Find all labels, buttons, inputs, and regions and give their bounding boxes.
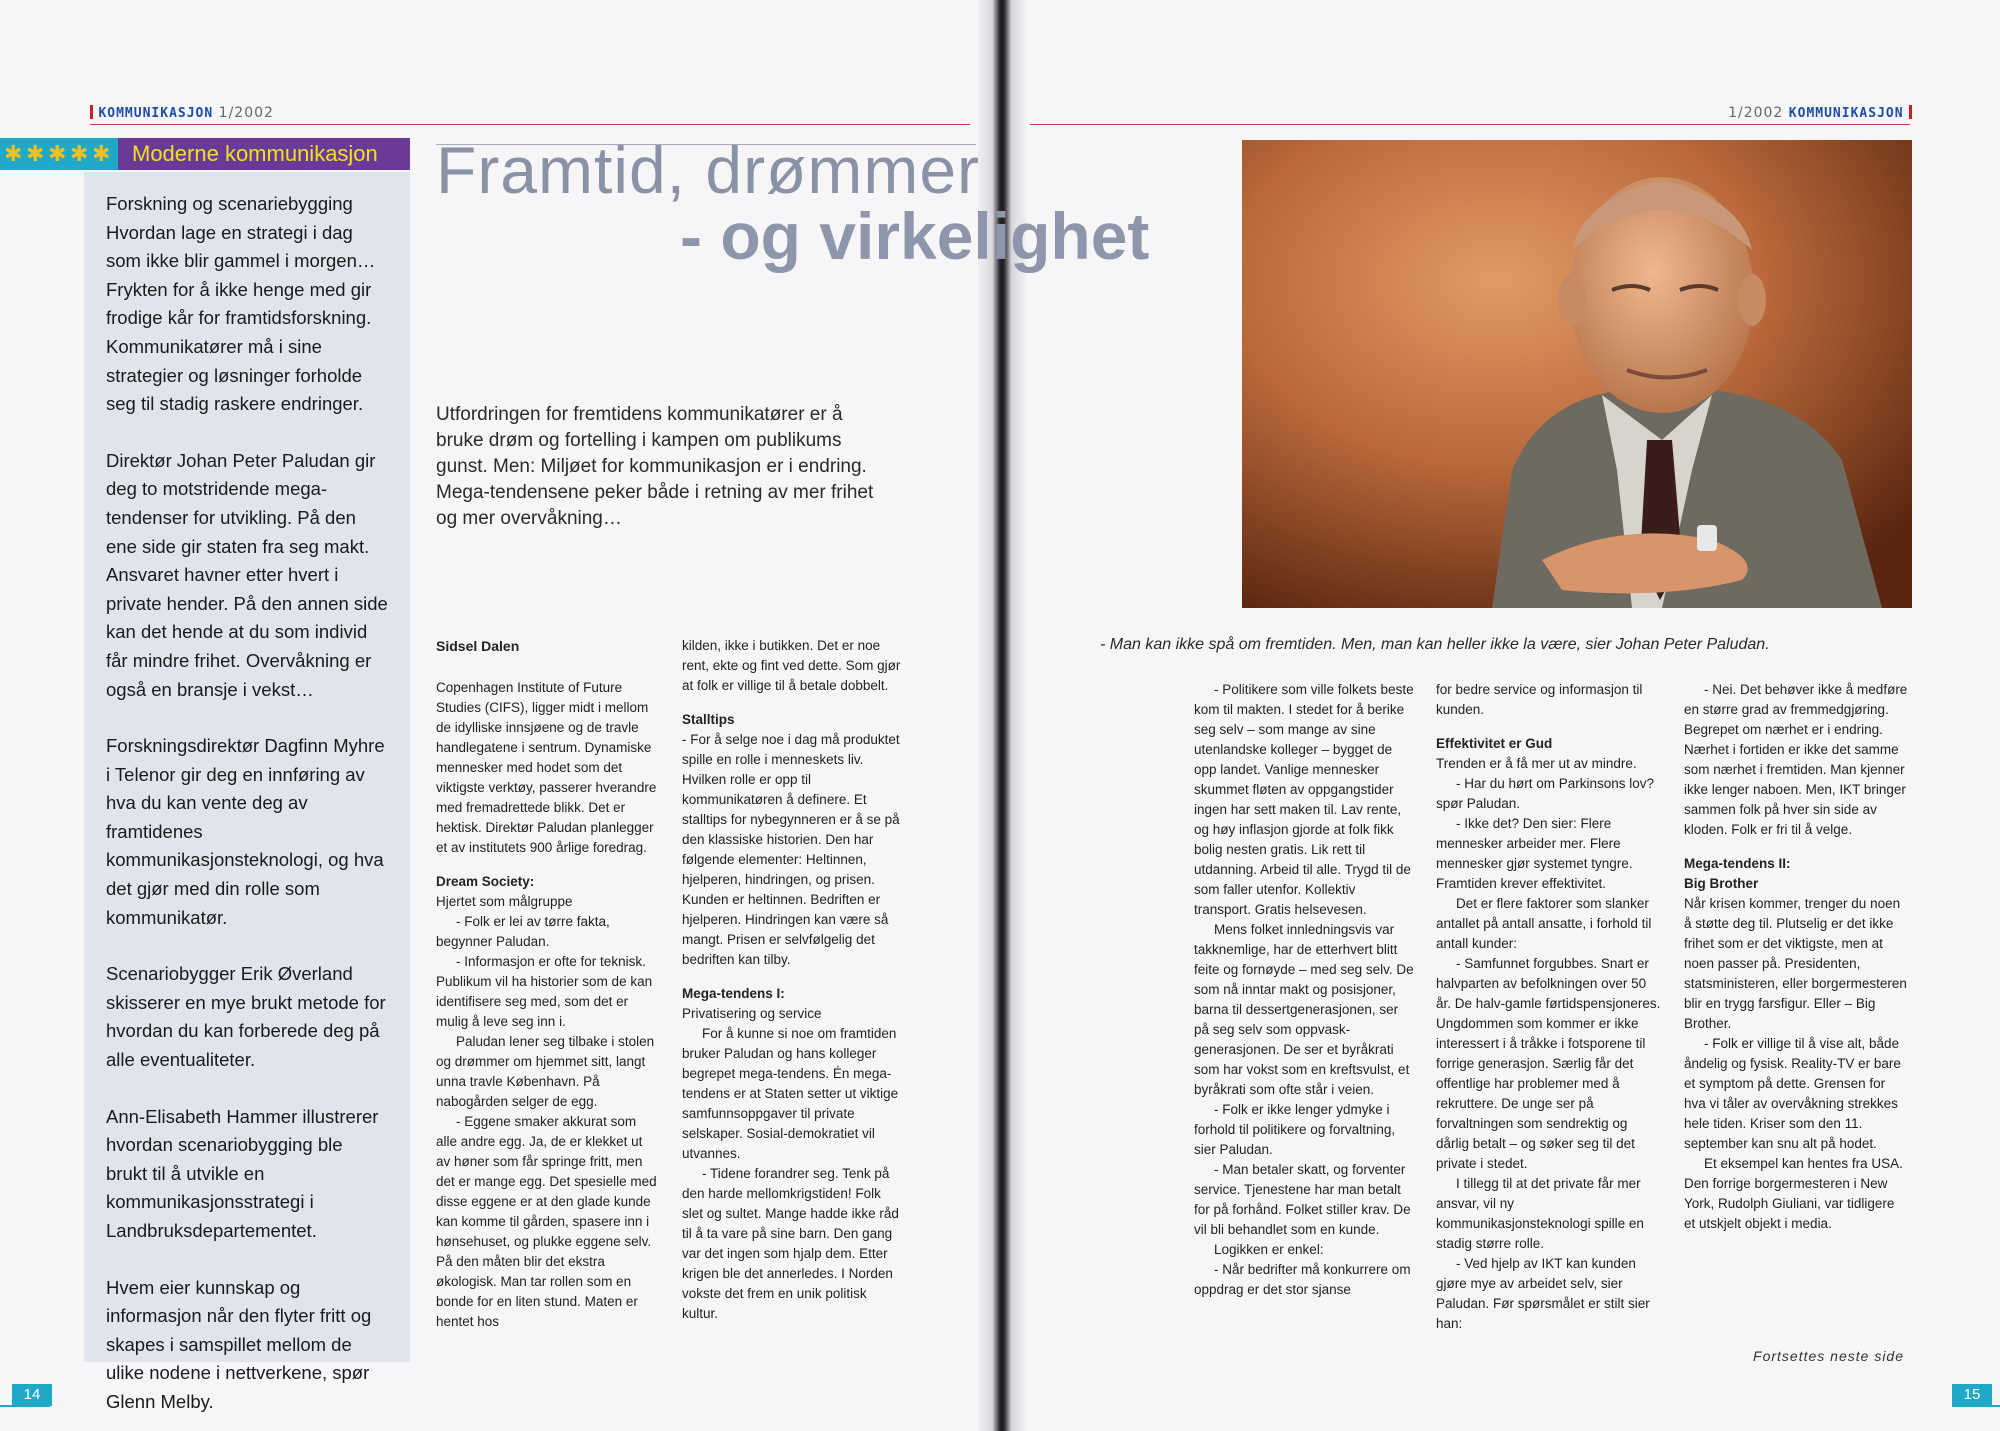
people-row-icon: ✱ ✱ ✱ ✱ ✱ [0,138,118,170]
body-paragraph: - Folk er ikke lenger ydmyke i forhold til politikere og forvaltning, sier Paludan. [1194,1102,1396,1157]
body-paragraph: - Folk er lei av tørre fakta, begynner Paludan. [436,914,610,949]
article-title-line1: Framtid, drømmer [436,133,980,207]
sidebar-paragraph: Hvem eier kunnskap og informasjon når den flyter fritt og skapes i samspillet mellom de ulike nodene i nettverkene, spør Glenn Melby. [106,1276,372,1412]
body-paragraph: Trenden er å få mer ut av mindre. [1436,756,1637,771]
body-paragraph: Når krisen kommer, trenger du noen å støtte deg til. Plutselig er det ikke frihet som er det viktigste, men at noen passer på. Presidenten, statsministeren, eller borgermesteren blir en trygg farsfigur. Eller – Big Brother. [1684,896,1907,1031]
body-paragraph: Paludan lener seg tilbake i stolen og drømmer om hjemmet sitt, langt unna travle København. På nabogården selger de egg. [436,1034,655,1109]
body-paragraph: Privatisering og service [682,1006,822,1021]
subheading: Dream Society: [436,874,535,889]
page-number-left: 14 [12,1384,52,1406]
header-bar-icon [1909,105,1912,119]
body-paragraph: kilden, ikke i butikken. Det er noe rent, ekte og fint ved dette. Som gjør at folk er villige til å betale dobbelt. [682,638,901,693]
subheading: Mega-tendens II: [1684,856,1791,871]
body-paragraph: Et eksempel kan hentes fra USA. Den forrige borgermesteren i New York, Rudolph Giuliani, var tidligere et utskjelt objekt i media. [1684,1156,1903,1231]
subheading: Mega-tendens I: [682,986,785,1001]
sidebar-paragraph: Ann-Elisabeth Hammer illustrerer hvordan scenariobygging ble brukt til å utvikle en kommunikasjonsstrategi i Landbruksdepartementet. [106,1105,379,1241]
header-rule-right [1030,124,1910,125]
body-paragraph: - For å selge noe i dag må produktet spille en rolle i menneskets liv. Hvilken rolle er opp til kommunikatøren å definere. Et stalltips for nybegynneren er å se på den klassiske historien. Den har følgende elementer: Heltinnen, hjelperen, hindringen, og prisen. Kunden er heltinnen. Bedriften er hjelperen. Hindringen kan være så mangt. Prisen er selvfølgelig det bedriften kan tilby. [682,732,900,967]
section-title: Moderne kommunikasjon [118,138,410,170]
body-paragraph: - Informasjon er ofte for teknisk. Publikum vil ha historier som de kan identifisere seg med, som det er mulig å leve seg inn i. [436,954,653,1029]
page-number-line-right [1952,1405,2000,1407]
subheading: Stalltips [682,712,735,727]
body-paragraph: I tillegg til at det private får mer ansvar, vil ny kommunikasjonsteknologi spille en stadig større rolle. [1436,1176,1644,1251]
magazine-name-left: KOMMUNIKASJON [98,106,214,121]
body-paragraph: - Politikere som ville folkets beste kom til makten. I stedet for å berike seg selv – som mange av sine utenlandske kolleger – bygget de opp landet. Vanlige mennesker skummet fløten av oppgangstider ingen har sett maken til. Lav rente, og høy inflasjon gjorde at folk fikk bolig nesten gratis. Lik rett til utdanning. Arbeid til alle. Trygd til de som faller utenfor. Kollektiv transport. Gratis helsevesen. [1194,682,1414,917]
sidebar-paragraph: Direktør Johan Peter Paludan gir deg to motstridende mega-tendenser for utvikling. På den ene side gir staten fra seg makt. Ansvaret havner etter hvert i private hender. På den annen side kan det hende at du som individ får mindre frihet. Overvåkning er også en bransje i vekst… [106,449,388,700]
body-paragraph: - Når bedrifter må konkurrere om oppdrag er det stor sjanse [1194,1262,1411,1297]
issue-right: 1/2002 [1728,105,1784,121]
body-paragraph: Mens folket innledningsvis var takknemlige, har de etterhvert blitt feite og fornøyde – med seg selv. De som nå inntar makt og posisjoner, barna til dessertgenerasjonen, ser på seg selv som oppvask-generasjonen. De ser et byråkrati som har vokst som en kreftsvulst, et byråkrati som ofte står i veien. [1194,922,1414,1097]
body-paragraph: Copenhagen Institute of Future Studies (CIFS), ligger midt i mellom de idylliske innsjøene og de travle handlegatene i sentrum. Dynamiske mennesker med hodet som det viktigste verktøy, passerer hverandre med fremadrettede blikk. Det er hektisk. Direktør Paludan planlegger et av institutets 900 årlige foredrag. [436,680,657,855]
sidebar [84,172,410,1412]
body-paragraph: - Man betaler skatt, og forventer service. Tjenestene har man betalt for på forhånd. Folket stiller krav. De vil bli behandlet som en kunde. [1194,1162,1411,1237]
body-paragraph: Det er flere faktorer som slanker antallet på antall ansatte, i forhold til antall kunder: [1436,896,1652,951]
article-title-line2: - og virkelighet [680,199,1150,273]
article-column-4 [1436,680,1664,1334]
left-running-header [90,105,274,121]
header-bar-icon [90,105,93,119]
body-paragraph: - Ved hjelp av IKT kan kunden gjøre mye av arbeidet selv, sier Paludan. Før spørsmålet er stilt sier han: [1436,1256,1650,1331]
article-column-2 [682,636,902,1324]
article-column-1 [436,636,658,1332]
body-paragraph: - Nei. Det behøver ikke å medføre en større grad av fremmedgjøring. Begrepet om nærhet er i endring. Nærhet i fortiden er ikke det samme som nærhet i fremtiden. Man kjenner ikke lenger naboen. Men, IKT bringer sammen folk på hver sin side av kloden. Folk er fri til å velge. [1684,682,1908,837]
page-number-right: 15 [1952,1384,1992,1406]
subheading: Effektivitet er Gud [1436,736,1553,751]
portrait-photo [1242,140,1912,608]
body-paragraph: - Ikke det? Den sier: Flere mennesker arbeider mer. Flere mennesker gjør systemet tyngre. Framtiden krever effektivitet. [1436,816,1633,891]
sidebar-paragraph: Forskning og scenariebygging Hvordan lage en strategi i dag som ikke blir gammel i morgen… Frykten for å ikke henge med gir frodige kår for framtidsforskning. Kommunikatører må i sine strategier og løsninger forholde seg til stadig raskere endringer. [106,193,376,415]
body-paragraph: - Har du hørt om Parkinsons lov? spør Paludan. [1436,776,1655,811]
subheading: Big Brother [1684,876,1759,891]
sidebar-paragraph: Forskningsdirektør Dagfinn Myhre i Telenor gir deg en innføring av hva du kan vente deg av framtidenes kommunikasjonsteknologi, og hva det gjør med din rolle som kommunikatør. [106,735,385,928]
body-paragraph: - Tidene forandrer seg. Tenk på den harde mellomkrigstiden! Folk slet og sultet. Mange hadde ikke råd til å ta vare på sine barn. Den gang var det ingen som hjalp dem. Etter krigen ble det annerledes. I Norden vokste det frem en unik politisk kultur. [682,1166,899,1321]
body-paragraph: for bedre service og informasjon til kunden. [1436,682,1643,717]
photo-caption: - Man kan ikke spå om fremtiden. Men, man kan heller ikke la være, sier Johan Peter Paludan. [1100,636,1770,653]
issue-left: 1/2002 [218,105,274,121]
body-paragraph: - Folk er villige til å vise alt, både åndelig og fysisk. Reality-TV er bare et symptom på dette. Grensen for hva vi tåler av overvåkning strekkes hele tiden. Kriser som den 11. september kan snu alt på hodet. [1684,1036,1901,1151]
header-rule-left [90,124,970,125]
body-paragraph: - Samfunnet forgubbes. Snart er halvparten av befolkningen over 50 år. De halv-gamle førtidspensjoneres. Ungdommen som kommer er ikke interessert i å tråkke i fotsporene til forrige generasjon. Særlig får det offentlige har problemer med å rekruttere. De unge ser på forvaltningen som sendrektig og dårlig betalt – og søker seg til det private i stedet. [1436,956,1661,1171]
body-paragraph: Hjertet som målgruppe [436,894,573,909]
article-column-3 [1194,680,1414,1300]
sidebar-paragraph: Scenariobygger Erik Øverland skisserer en mye brukt metode for hvordan du kan forberede deg på alle eventualiteter. [106,963,386,1071]
body-paragraph: - Eggene smaker akkurat som alle andre egg. Ja, de er klekket ut av høner som får springe fritt, men det er mange egg. Det spesielle med disse eggene er at den glade kunde kan komme til gården, spasere inn i hønsehuset, og plukke eggene selv. På den måten blir det ekstra økologisk. Man tar rollen som en bonde for en liten stund. Maten er hentet hos [436,1114,657,1329]
magazine-name-right: KOMMUNIKASJON [1788,106,1904,121]
page-number-line-left [0,1405,50,1407]
continued-note: Fortsettes neste side [1753,1348,1904,1364]
right-running-header [1728,105,1912,121]
article-intro: Utfordringen for fremtidens kommunikatører er å bruke drøm og fortelling i kampen om publikums gunst. Men: Miljøet for kommunikasjon er i endring. Mega-tendensene peker både i retning av mer frihet og mer overvåkning… [436,404,874,529]
author-byline: Sidsel Dalen [436,638,520,654]
body-paragraph: For å kunne si noe om framtiden bruker Paludan og hans kolleger begrepet mega-tendens. Én mega-tendens er at Staten setter ut viktige samfunnsoppgaver til private selskaper. Sosial-demokratiet vil utvannes. [682,1026,899,1161]
body-paragraph: Logikken er enkel: [1214,1242,1324,1257]
article-column-5 [1684,680,1908,1234]
section-banner [0,138,410,170]
